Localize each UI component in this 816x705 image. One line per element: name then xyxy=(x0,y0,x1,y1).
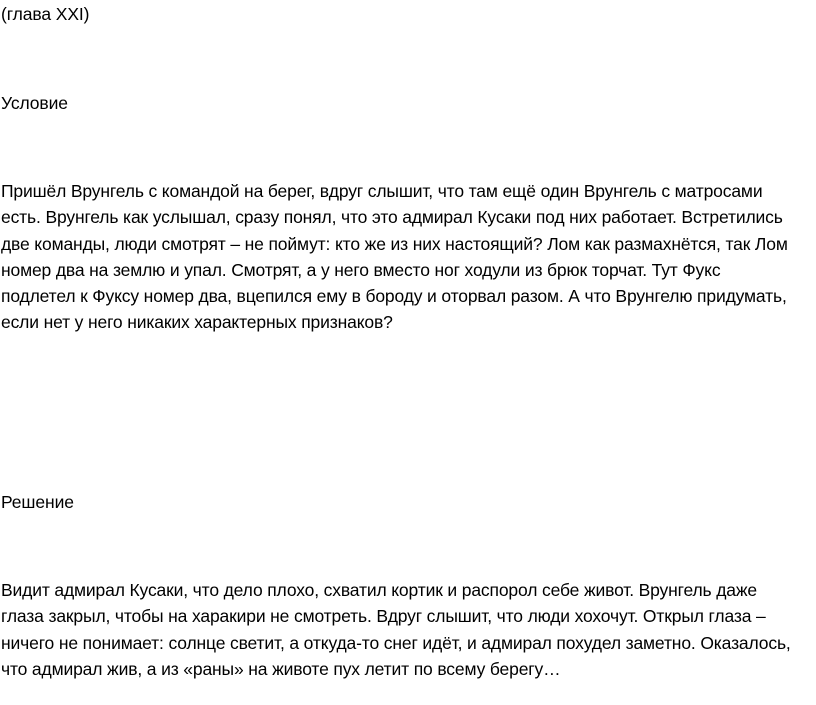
condition-heading: Условие xyxy=(1,93,68,113)
solution-heading: Решение xyxy=(1,492,74,512)
solution-line: ничего не понимает: солнце светит, а откуда-то снег идёт, и адмирал похудел заметно. Оказалось, xyxy=(1,632,791,653)
solution-line: глаза закрыл, чтобы на харакири не смотреть. Вдруг слышит, что люди хохочут. Открыл глаза – xyxy=(1,606,766,627)
solution-line: что адмирал жив, а из «раны» на животе пух летит по всему берегу… xyxy=(1,658,561,679)
condition-line: Пришёл Врунгель с командой на берег, вдруг слышит, что там ещё один Врунгель с матросами xyxy=(1,181,763,201)
condition-line: номер два на землю и упал. Смотрят, а у него вместо ног ходули из брюк торчат. Тут Фукс xyxy=(1,259,721,280)
solution-line: Видит адмирал Кусаки, что дело плохо, схватил кортик и распорол себе живот. Врунгель даже xyxy=(1,580,758,600)
condition-line: подлетел к Фуксу номер два, вцепился ему в бороду и оторвал разом. А что Врунгелю придумать, xyxy=(1,286,787,307)
condition-line: если нет у него никаких характерных признаков? xyxy=(1,312,393,333)
condition-line: две команды, люди смотрят – не поймут: кто же из них настоящий? Лом как размахнётся, так Лом xyxy=(1,233,788,254)
condition-paragraph xyxy=(1,178,813,336)
solution-paragraph xyxy=(1,577,813,682)
condition-line: есть. Врунгель как услышал, сразу понял, что это адмирал Кусаки под них работает. Встретились xyxy=(1,207,783,228)
chapter-label: (глава XXI) xyxy=(1,4,90,24)
